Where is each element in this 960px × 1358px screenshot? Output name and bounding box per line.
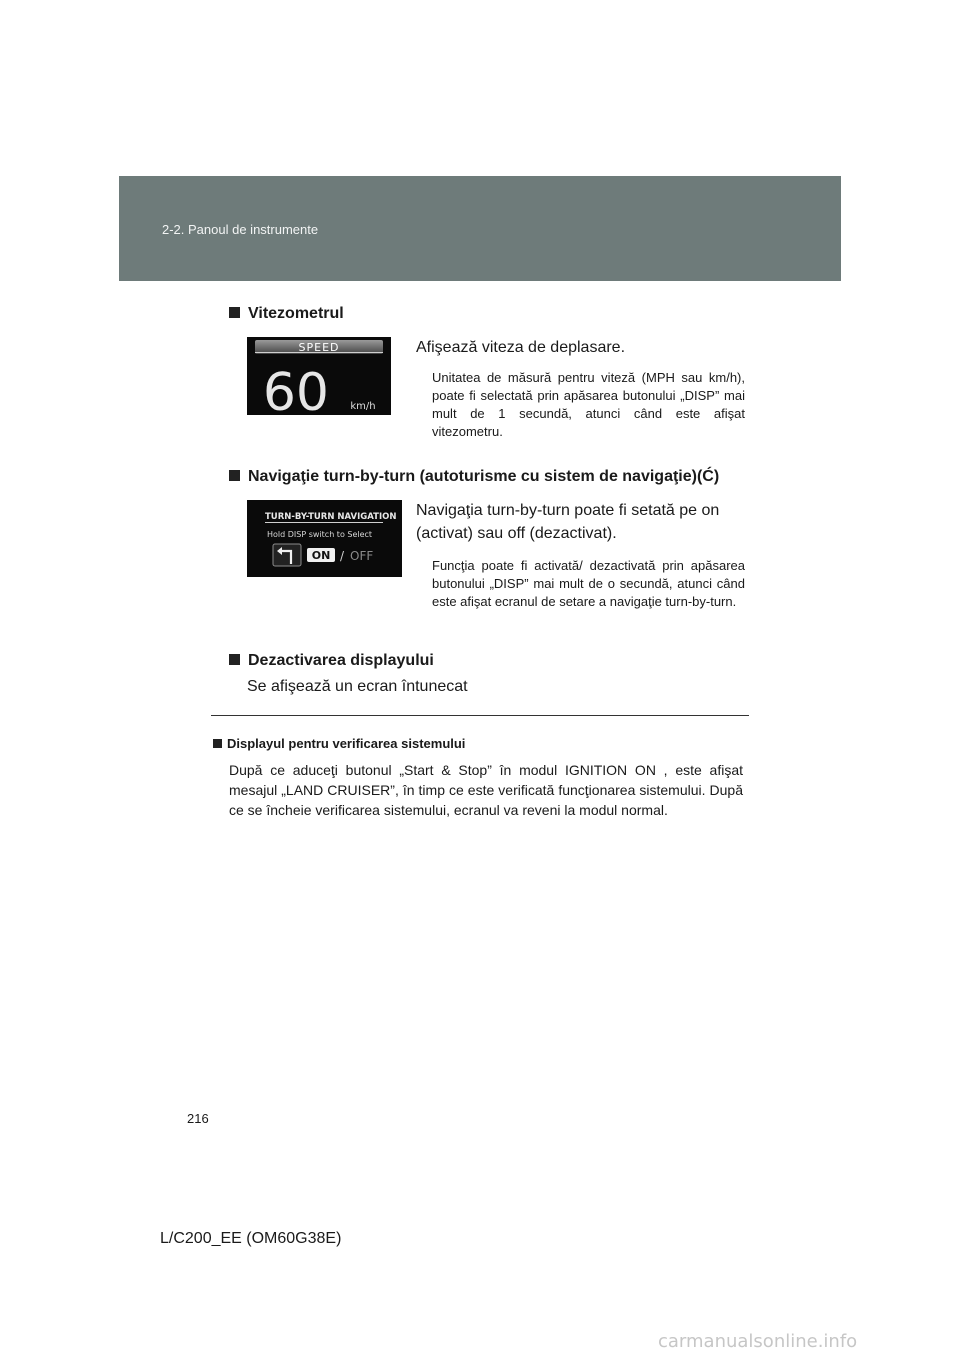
turn-left-arrow-icon: [273, 544, 301, 566]
system-check-text: După ce aduceţi butonul „Start & Stop” în modul IGNITION ON , este afişat mesajul „LAND CRUISER”, în timp ce este verificată funcţionarea sistemului. După ce se încheie verificarea sistemului, ecranul va reveni la modul normal.: [229, 762, 743, 818]
square-bullet-icon: [229, 307, 240, 318]
navigation-screen: [247, 500, 402, 577]
system-check-heading: [213, 736, 465, 751]
nav-screen-title: TURN-BY-TURN NAVIGATION: [265, 512, 397, 522]
document-code: L/C200_EE (OM60G38E): [160, 1230, 342, 1247]
navigation-screen-graphic: [247, 500, 402, 577]
display-off-heading-text: Dezactivarea displayului: [248, 652, 434, 669]
square-bullet-icon: [213, 739, 222, 748]
navigation-heading: [229, 468, 719, 486]
navigation-heading-text: Navigaţie turn-by-turn (autoturisme cu sistem de navigaţie)(Ć): [248, 468, 720, 485]
speedometer-heading-text: Vitezometrul: [248, 305, 344, 322]
speed-unit: km/h: [350, 401, 376, 412]
display-off-text: Se afişează un ecran întunecat: [247, 678, 468, 695]
speedometer-screen-graphic: [247, 337, 391, 415]
section-divider: [211, 715, 749, 716]
speed-value: 60: [262, 363, 329, 415]
speedometer-screen: [247, 337, 391, 415]
page-number: 216: [187, 1111, 209, 1126]
speedometer-lead: Afişează viteza de deplasare.: [416, 339, 626, 356]
section-label: 2-2. Panoul de instrumente: [162, 222, 319, 237]
nav-screen-subtitle: Hold DISP switch to Select: [267, 530, 373, 539]
nav-title-underline: [265, 522, 383, 523]
square-bullet-icon: [229, 654, 240, 665]
square-bullet-icon: [229, 470, 240, 481]
speed-title: SPEED: [298, 341, 340, 354]
system-check-heading-text: Displayul pentru verificarea sistemului: [227, 736, 466, 751]
watermark: carmanualsonline.info: [658, 1331, 858, 1352]
nav-separator: /: [340, 549, 345, 563]
speedometer-heading: [229, 305, 344, 323]
navigation-note: Funcţia poate fi activată/ dezactivată prin apăsarea butonului „DISP” mai mult de o secundă, atunci când este afişat ecranul de setare a navigaţie turn-by-turn.: [432, 558, 745, 609]
nav-on-label: ON: [311, 549, 331, 562]
nav-off-label: OFF: [350, 549, 374, 563]
navigation-lead: Navigaţia turn-by-turn poate fi setată pe on (activat) sau off (dezactivat).: [416, 502, 720, 542]
speedometer-note: Unitatea de măsură pentru viteză (MPH sau km/h), poate fi selectată prin apăsarea butonului „DISP” mai mult de 1 secundă, atunci când este afişat vitezometru.: [432, 370, 745, 439]
display-off-heading: [229, 652, 434, 670]
